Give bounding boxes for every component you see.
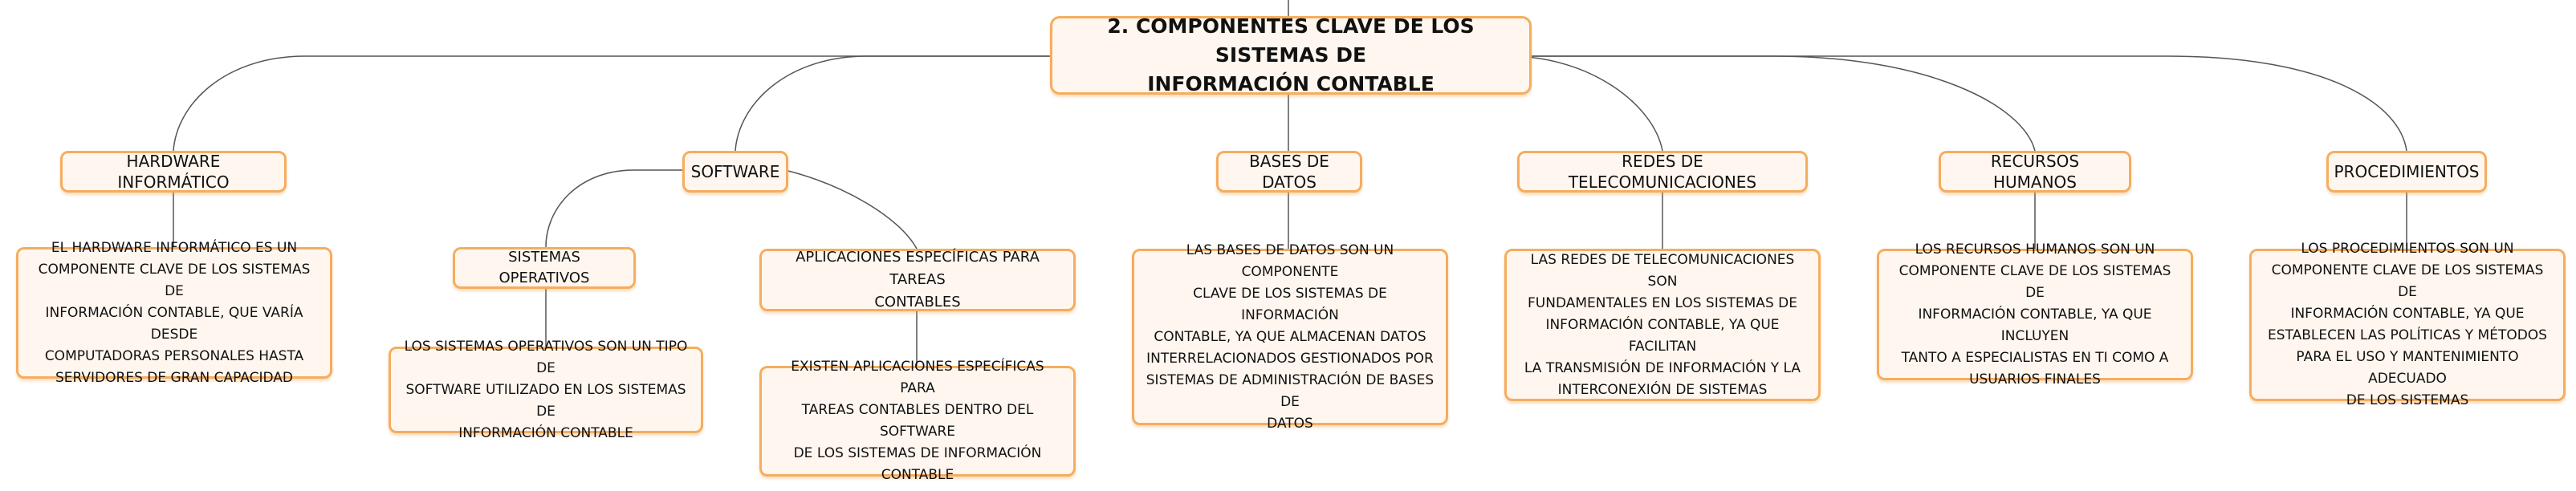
desc-line: LAS REDES DE TELECOMUNICACIONES SON xyxy=(1530,251,1795,290)
subtopic-so-label: SISTEMAS OPERATIVOS xyxy=(499,249,590,286)
desc-line: LAS BASES DE DATOS SON UN COMPONENTE xyxy=(1186,241,1394,280)
topic-redes-label: REDES DE TELECOMUNICACIONES xyxy=(1568,152,1757,192)
desc-line: COMPONENTE CLAVE DE LOS SISTEMAS DE xyxy=(2271,262,2544,300)
desc-bases-de-datos[interactable] xyxy=(1132,241,1448,432)
desc-line: TANTO A ESPECIALISTAS EN TI COMO A xyxy=(1901,349,2169,366)
topic-bases-label: BASES DE DATOS xyxy=(1249,152,1329,192)
desc-redes-text xyxy=(1518,250,1807,401)
subtopic-sistemas-operativos[interactable] xyxy=(453,247,636,289)
topic-procedimientos-label: PROCEDIMIENTOS xyxy=(2334,162,2480,181)
connector-root-hardware xyxy=(173,56,1050,151)
desc-line: INTERCONEXIÓN DE SISTEMAS xyxy=(1557,381,1768,398)
desc-line: SERVIDORES DE GRAN CAPACIDAD xyxy=(55,369,293,386)
desc-hardware-text xyxy=(30,237,319,389)
topic-bases-de-datos[interactable] xyxy=(1216,151,1362,193)
desc-redes[interactable] xyxy=(1504,249,1821,401)
desc-line: COMPONENTE CLAVE DE LOS SISTEMAS DE xyxy=(38,261,311,299)
connector-software-apps xyxy=(785,170,917,249)
desc-line: DE LOS SISTEMAS xyxy=(2346,392,2469,408)
desc-line: DE LOS SISTEMAS DE INFORMACIÓN xyxy=(793,445,1042,461)
root-label xyxy=(1068,12,1513,99)
desc-line: CONTABLE, YA QUE ALMACENAN DATOS xyxy=(1154,328,1426,345)
desc-line: CLAVE DE LOS SISTEMAS DE INFORMACIÓN xyxy=(1193,285,1387,323)
desc-line: EXISTEN APLICACIONES ESPECÍFICAS PARA xyxy=(791,359,1044,396)
desc-line: LOS SISTEMAS OPERATIVOS SON UN TIPO DE xyxy=(404,338,688,376)
desc-recursos-humanos[interactable] xyxy=(1877,241,2193,388)
desc-line: LOS RECURSOS HUMANOS SON UN xyxy=(1915,241,2155,258)
desc-line: SOFTWARE UTILIZADO EN LOS SISTEMAS DE xyxy=(405,381,686,420)
desc-line: CONTABLE xyxy=(881,467,954,483)
desc-aplicaciones[interactable] xyxy=(759,359,1076,483)
subtopic-apps-line: CONTABLES xyxy=(874,294,961,310)
desc-line: INFORMACIÓN CONTABLE, YA QUE FACILITAN xyxy=(1545,316,1780,355)
desc-bases-text xyxy=(1146,240,1435,435)
desc-line: COMPUTADORAS PERSONALES HASTA xyxy=(44,347,304,364)
desc-procedimientos-text xyxy=(2263,238,2552,412)
desc-sistemas-operativos[interactable] xyxy=(389,338,703,441)
connector-software-so xyxy=(546,170,684,247)
connector-root-recursos xyxy=(1532,56,2035,151)
desc-line: FUNDAMENTALES EN LOS SISTEMAS DE xyxy=(1528,294,1797,311)
root-node[interactable] xyxy=(1050,16,1532,95)
topic-procedimientos[interactable] xyxy=(2326,151,2487,193)
desc-line: USUARIOS FINALES xyxy=(1969,371,2101,388)
desc-line: INFORMACIÓN CONTABLE xyxy=(458,424,633,441)
connector-root-redes xyxy=(1509,56,1662,151)
desc-line: INTERRELACIONADOS GESTIONADOS POR xyxy=(1146,350,1434,367)
desc-line: COMPONENTE CLAVE DE LOS SISTEMAS DE xyxy=(1898,262,2171,301)
desc-line: ESTABLECEN LAS POLÍTICAS Y MÉTODOS xyxy=(2268,327,2547,343)
topic-recursos-humanos[interactable] xyxy=(1939,151,2131,193)
desc-hardware[interactable] xyxy=(16,239,332,386)
desc-so-text xyxy=(402,336,690,444)
topic-hardware[interactable] xyxy=(60,151,287,193)
root-label-line: 2. COMPONENTES CLAVE DE LOS SISTEMAS DE xyxy=(1107,14,1475,67)
desc-line: DATOS xyxy=(1267,415,1313,432)
subtopic-apps-label xyxy=(770,246,1065,314)
desc-line: SISTEMAS DE ADMINISTRACIÓN DE BASES DE xyxy=(1146,371,1435,410)
desc-line: INFORMACIÓN CONTABLE, YA QUE INCLUYEN xyxy=(1918,306,2152,344)
topic-software[interactable] xyxy=(682,151,788,193)
desc-line: PARA EL USO Y MANTENIMIENTO ADECUADO xyxy=(2296,349,2519,387)
topic-redes[interactable] xyxy=(1517,151,1808,193)
subtopic-apps-line: APLICACIONES ESPECÍFICAS PARA TAREAS xyxy=(796,249,1040,288)
desc-line: INFORMACIÓN CONTABLE, QUE VARÍA DESDE xyxy=(45,304,303,343)
desc-line: LOS PROCEDIMIENTOS SON UN xyxy=(2301,241,2514,257)
connector-root-software xyxy=(735,56,1050,151)
desc-line: LA TRANSMISIÓN DE INFORMACIÓN Y LA xyxy=(1524,359,1801,376)
connector-root-procedimientos xyxy=(1532,56,2407,151)
desc-recursos-text xyxy=(1890,239,2179,391)
desc-line: TAREAS CONTABLES DENTRO DEL SOFTWARE xyxy=(801,402,1034,440)
desc-line: INFORMACIÓN CONTABLE, YA QUE xyxy=(2290,306,2525,322)
topic-recursos-label: RECURSOS HUMANOS xyxy=(1990,152,2080,192)
desc-apps-text xyxy=(773,356,1062,486)
root-label-line: INFORMACIÓN CONTABLE xyxy=(1147,72,1435,95)
desc-procedimientos[interactable] xyxy=(2249,241,2566,408)
desc-line: EL HARDWARE INFORMÁTICO ES UN xyxy=(51,239,298,256)
subtopic-aplicaciones[interactable] xyxy=(759,249,1076,311)
topic-software-label: SOFTWARE xyxy=(690,162,780,181)
topic-hardware-label: HARDWARE INFORMÁTICO xyxy=(117,152,230,192)
